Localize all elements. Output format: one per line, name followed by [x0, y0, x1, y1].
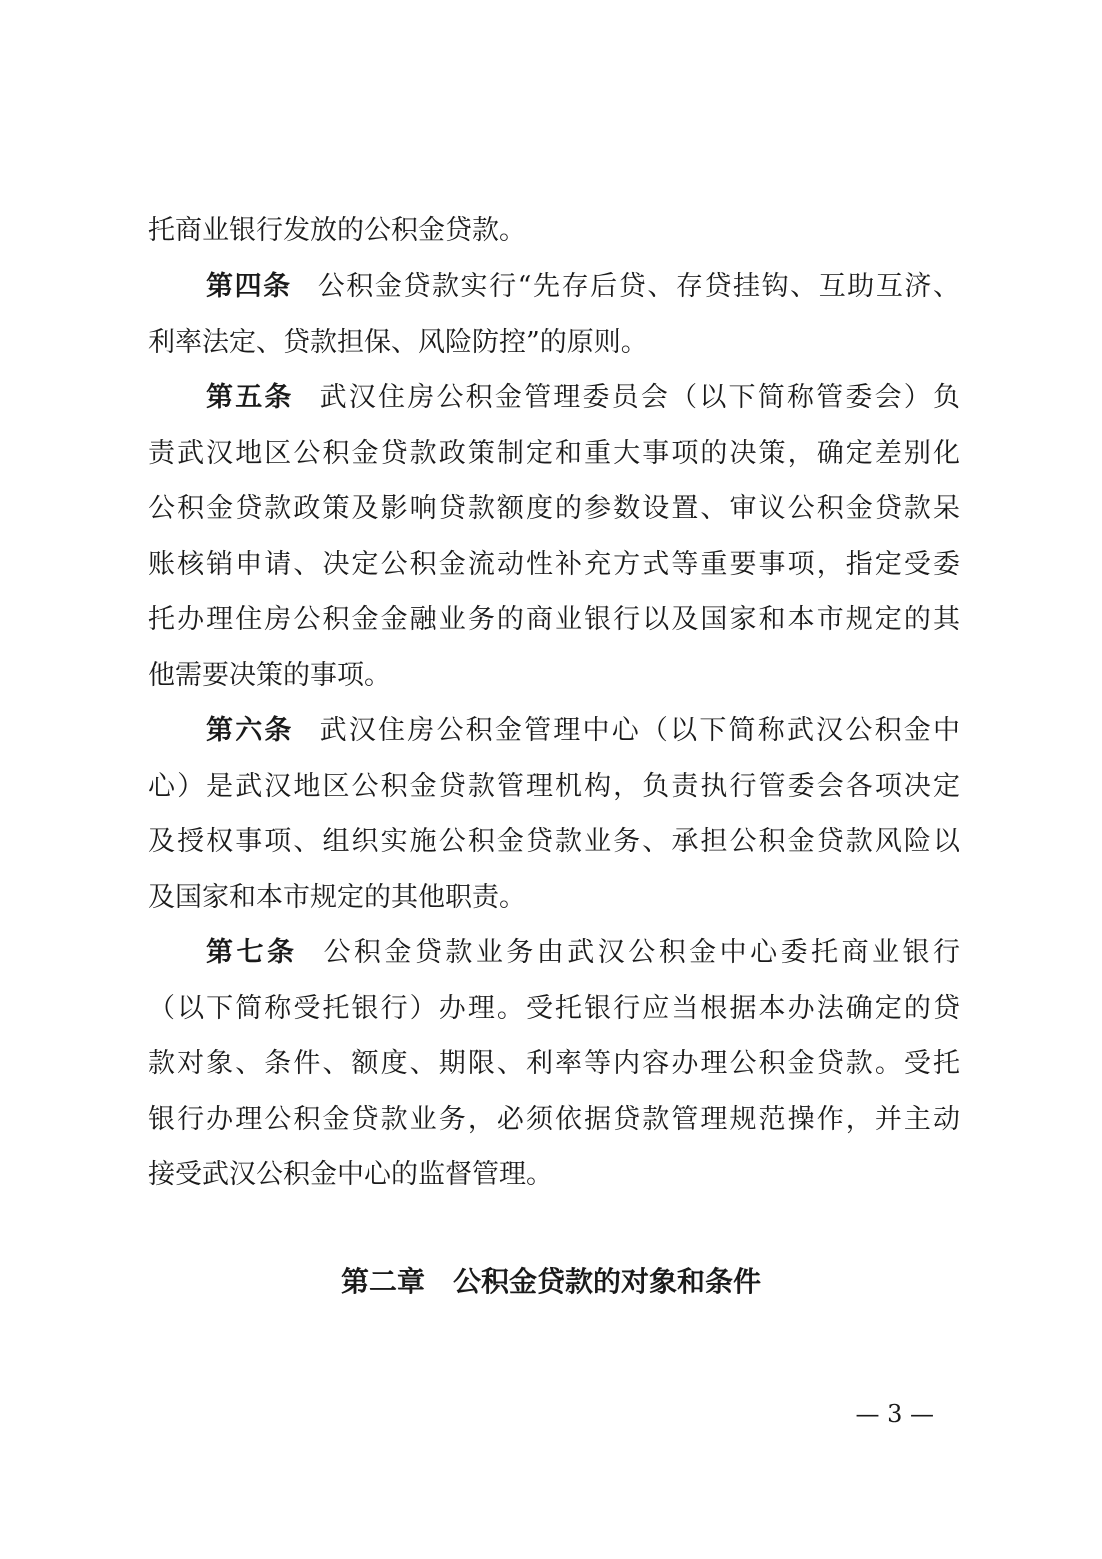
text-line: 银行办理公积金贷款业务，必须依据贷款管理规范操作，并主动: [148, 1104, 960, 1135]
text-line: 托商业银行发放的公积金贷款。: [148, 215, 526, 246]
article-7-first-line: [148, 933, 960, 973]
article-5-line: [148, 489, 960, 529]
text-line: 心）是武汉地区公积金贷款管理机构，负责执行管委会各项决定: [148, 771, 960, 802]
text-line: 责武汉地区公积金贷款政策制定和重大事项的决策，确定差别化: [148, 438, 960, 469]
chapter-heading: [0, 1262, 1102, 1302]
article-7-line: [148, 1044, 960, 1084]
article-7-line: [148, 1155, 960, 1195]
chapter-title: 公积金贷款的对象和条件: [453, 1265, 762, 1298]
text-line: 公积金贷款实行“先存后贷、存贷挂钩、互助互济、: [317, 271, 960, 302]
text-line: 他需要决策的事项。: [148, 660, 391, 691]
article-5-line: [148, 545, 960, 585]
article-5-first-line: [148, 378, 960, 418]
article-4-line: [148, 323, 960, 363]
article-5-heading: 第五条: [206, 382, 294, 413]
article-4-first-line: [148, 267, 960, 307]
text-line: 款对象、条件、额度、期限、利率等内容办理公积金贷款。受托: [148, 1048, 960, 1079]
text-line: 利率法定、贷款担保、风险防控”的原则。: [148, 327, 648, 358]
text-line: （以下简称受托银行）办理。受托银行应当根据本办法确定的贷: [148, 993, 960, 1024]
article-5-line: [148, 600, 960, 640]
article-6-line: [148, 767, 960, 807]
article-6-first-line: [148, 711, 960, 751]
article-5-line: [148, 656, 960, 696]
paragraph-continuation: [148, 211, 960, 251]
text-line: 公积金贷款政策及影响贷款额度的参数设置、审议公积金贷款呆: [148, 493, 960, 524]
text-line: 托办理住房公积金金融业务的商业银行以及国家和本市规定的其: [148, 604, 960, 635]
text-line: 武汉住房公积金管理委员会（以下简称管委会）负: [319, 382, 960, 413]
text-line: 接受武汉公积金中心的监督管理。: [148, 1159, 553, 1190]
article-6-line: [148, 878, 960, 918]
text-line: 武汉住房公积金管理中心（以下简称武汉公积金中: [319, 715, 960, 746]
text-line: 及授权事项、组织实施公积金贷款业务、承担公积金贷款风险以: [148, 826, 960, 857]
article-7-line: [148, 989, 960, 1029]
article-6-heading: 第六条: [206, 715, 294, 746]
page-number: — 3 —: [855, 1400, 934, 1428]
article-7-heading: 第七条: [206, 937, 298, 968]
text-line: 公积金贷款业务由武汉公积金中心委托商业银行: [323, 937, 961, 968]
text-line: 账核销申请、决定公积金流动性补充方式等重要事项，指定受委: [148, 549, 960, 580]
article-5-line: [148, 434, 960, 474]
text-line: 及国家和本市规定的其他职责。: [148, 882, 526, 913]
article-7-line: [148, 1100, 960, 1140]
chapter-number: 第二章: [340, 1265, 425, 1298]
article-4-heading: 第四条: [206, 271, 292, 302]
article-6-line: [148, 822, 960, 862]
